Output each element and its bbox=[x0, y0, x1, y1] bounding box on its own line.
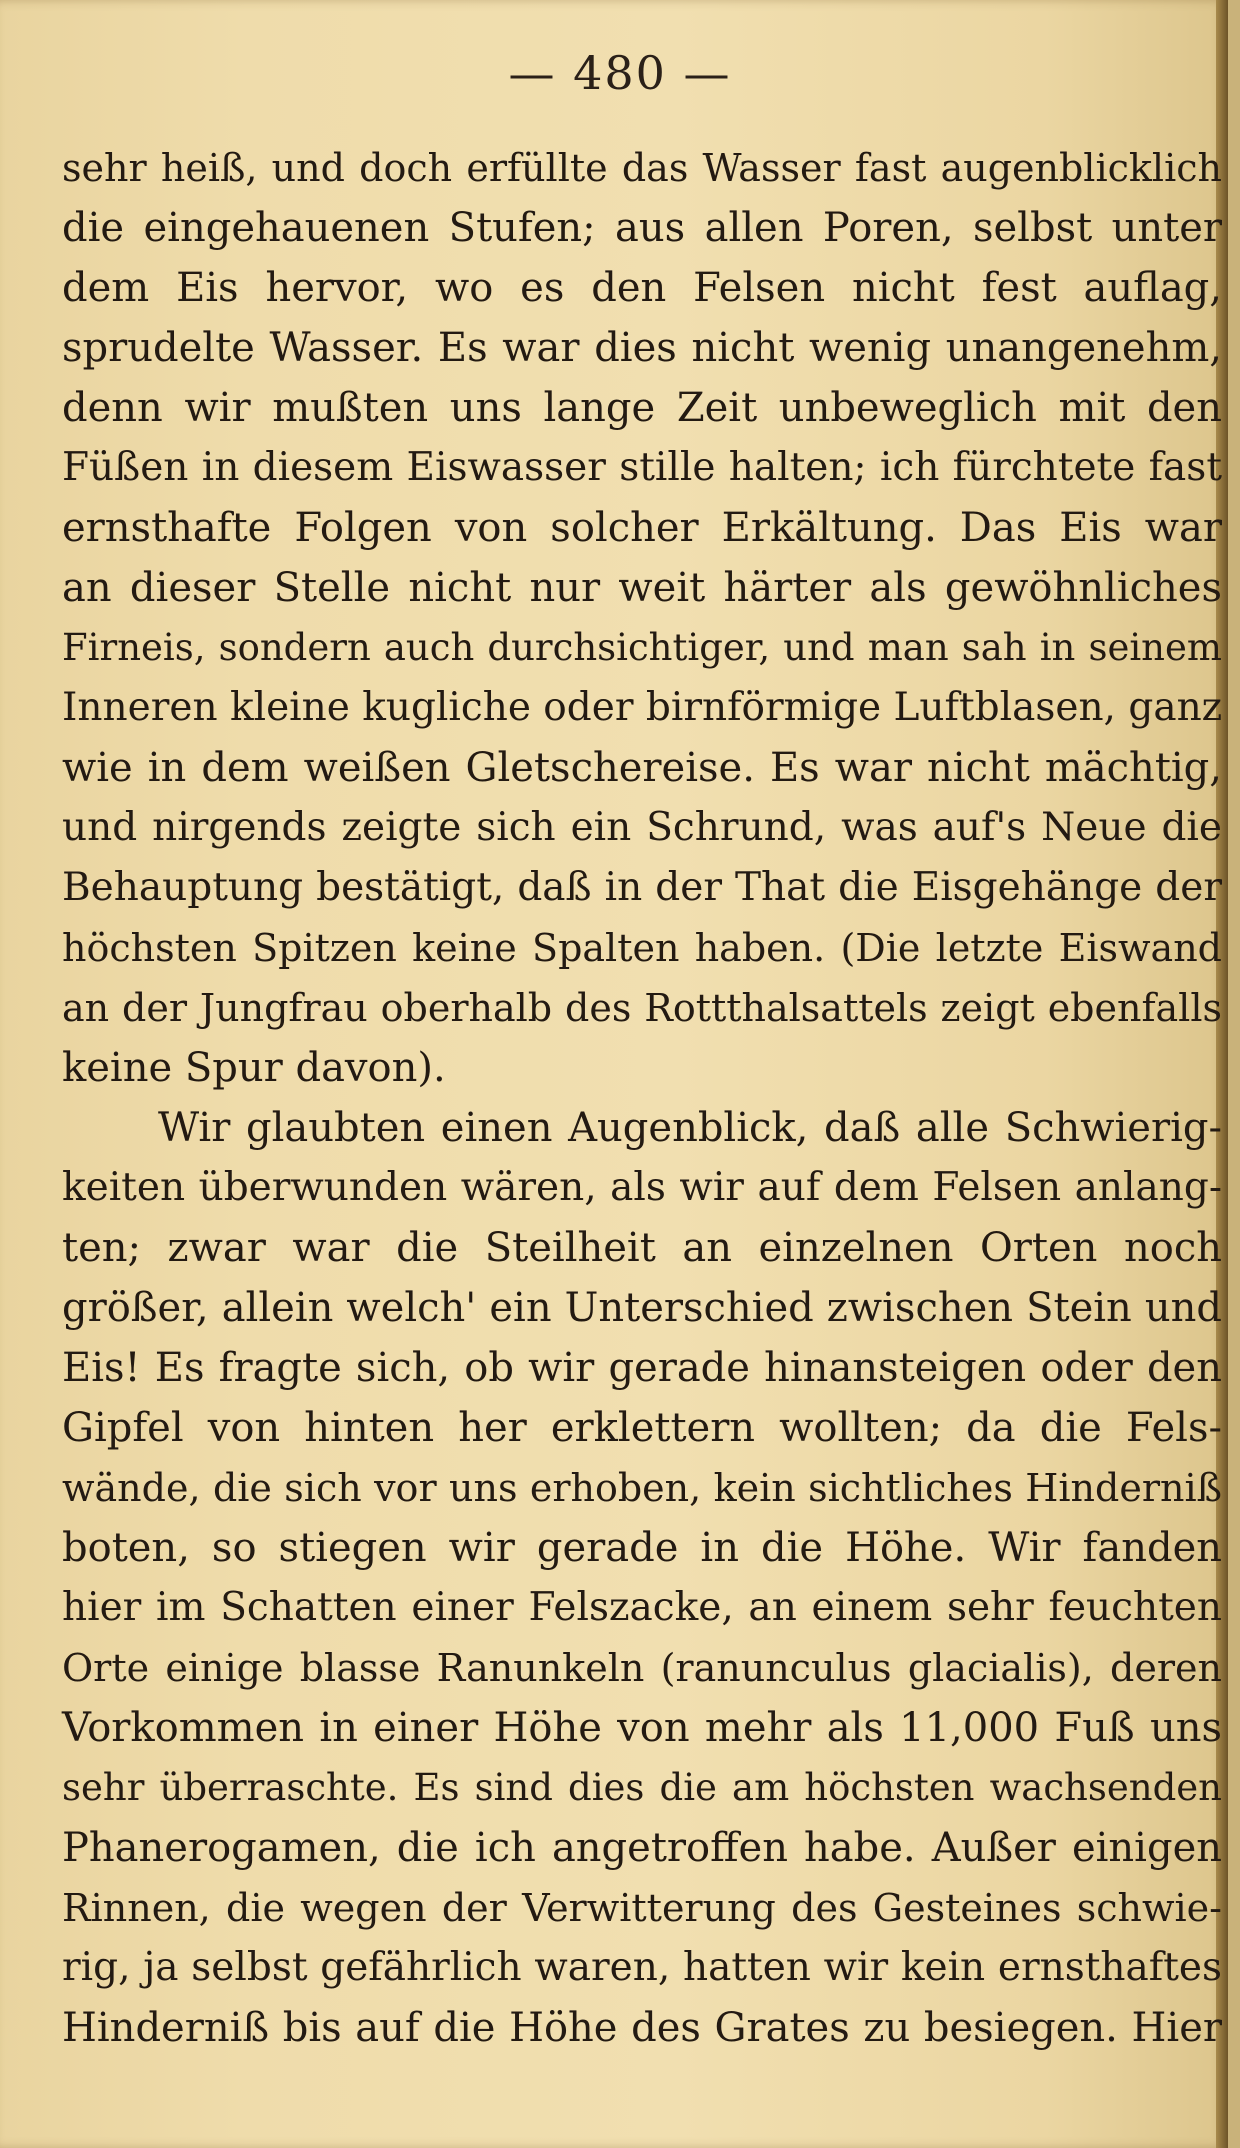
text-line: Firneis, sondern auch durchsichtiger, und man sah in seinem bbox=[62, 626, 1222, 669]
text-line: größer, allein welch' ein Unterschied zwischen Stein und bbox=[62, 1285, 1222, 1331]
text-line: Behauptung bestätigt, daß in der That die Eisgehänge der bbox=[62, 865, 1222, 910]
text-line: sehr heiß, und doch erfüllte das Wasser fast augenblicklich bbox=[62, 146, 1222, 190]
text-line: keiten überwunden wären, als wir auf dem Felsen anlang- bbox=[62, 1165, 1222, 1210]
text-line: Eis! Es fragte sich, ob wir gerade hinansteigen oder den bbox=[62, 1345, 1222, 1391]
body-text bbox=[62, 138, 1222, 2058]
text-line: ernsthafte Folgen von solcher Erkältung. Das Eis war bbox=[62, 505, 1222, 551]
text-line: wie in dem weißen Gletschereise. Es war nicht mächtig, bbox=[62, 745, 1222, 791]
text-line: sprudelte Wasser. Es war dies nicht wenig unangenehm, bbox=[62, 325, 1222, 371]
text-line: Gipfel von hinten her erklettern wollten; da die Fels- bbox=[62, 1405, 1222, 1451]
text-line: an dieser Stelle nicht nur weit härter als gewöhnliches bbox=[62, 565, 1222, 611]
text-line: Inneren kleine kugliche oder birnförmige Luftblasen, ganz bbox=[62, 685, 1223, 730]
text-line: wände, die sich vor uns erhoben, kein sichtliches Hinderniß bbox=[62, 1466, 1222, 1510]
text-line: höchsten Spitzen keine Spalten haben. (Die letzte Eiswand bbox=[62, 926, 1222, 970]
text-line: boten, so stiegen wir gerade in die Höhe. Wir fanden bbox=[62, 1525, 1222, 1571]
text-line: Phanerogamen, die ich angetroffen habe. Außer einigen bbox=[62, 1825, 1222, 1871]
text-line: an der Jungfrau oberhalb des Rottthalsattels zeigt ebenfalls bbox=[62, 986, 1222, 1030]
text-line: dem Eis hervor, wo es den Felsen nicht fest auflag, bbox=[62, 265, 1222, 311]
text-line: und nirgends zeigte sich ein Schrund, was auf's Neue die bbox=[62, 805, 1222, 850]
text-line: sehr überraschte. Es sind dies die am höchsten wachsenden bbox=[62, 1766, 1222, 1809]
text-line: die eingehauenen Stufen; aus allen Poren, selbst unter bbox=[62, 205, 1222, 251]
text-line: Füßen in diesem Eiswasser stille halten; ich fürchtete fast bbox=[62, 445, 1222, 490]
text-line: denn wir mußten uns lange Zeit unbeweglich mit den bbox=[62, 385, 1222, 431]
text-line: rig, ja selbst gefährlich waren, hatten wir kein ernsthaftes bbox=[62, 1945, 1222, 1990]
page-number: — 480 — bbox=[508, 46, 732, 100]
text-line: Orte einige blasse Ranunkeln (ranunculus glacialis), deren bbox=[62, 1646, 1222, 1690]
text-line: Wir glaubten einen Augenblick, daß alle Schwierig- bbox=[158, 1105, 1222, 1151]
text-line: ten; zwar war die Steilheit an einzelnen Orten noch bbox=[62, 1225, 1222, 1271]
text-line: keine Spur davon). bbox=[62, 1045, 446, 1091]
text-line: Hinderniß bis auf die Höhe des Grates zu besiegen. Hier bbox=[62, 2005, 1222, 2051]
text-line: hier im Schatten einer Felszacke, an einem sehr feuchten bbox=[62, 1585, 1222, 1630]
text-line: Rinnen, die wegen der Verwitterung des Gesteines schwie- bbox=[62, 1886, 1222, 1930]
text-line: Vorkommen in einer Höhe von mehr als 11,000 Fuß uns bbox=[62, 1705, 1222, 1751]
